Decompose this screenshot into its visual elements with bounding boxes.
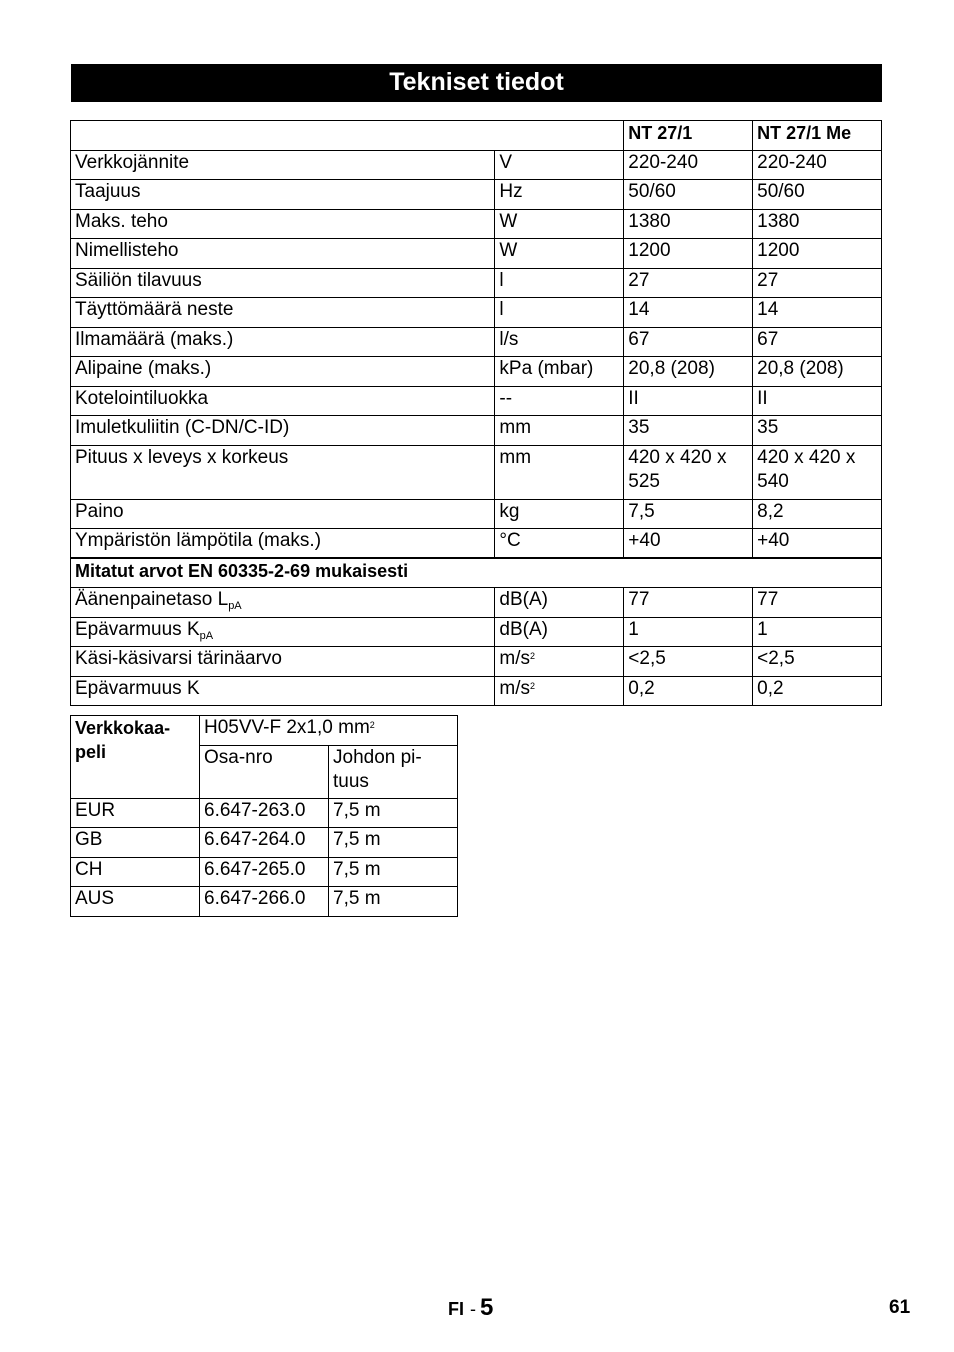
measured-value-model-2: <2,5 <box>753 647 882 677</box>
measured-value-model-2: 1 <box>753 617 882 647</box>
measured-unit <box>495 588 624 618</box>
footer-page-number: 61 <box>889 1297 911 1318</box>
spec-value-model-1: 35 <box>624 416 753 446</box>
spec-label: Pituus x leveys x korkeus <box>71 445 495 499</box>
measured-unit-superscript: 2 <box>530 651 536 661</box>
spec-value-model-1: 27 <box>624 268 753 298</box>
measured-label <box>71 588 495 618</box>
table-row <box>71 180 882 210</box>
spec-unit: l <box>495 268 624 298</box>
cable-region: GB <box>71 828 200 858</box>
spec-value-model-2: II <box>753 386 882 416</box>
measured-label-text: Epävarmuus K <box>75 618 200 640</box>
measured-unit-text: dB(A) <box>499 589 548 610</box>
table-row <box>71 209 882 239</box>
table-row <box>71 327 882 357</box>
spec-value-model-1: 1200 <box>624 239 753 269</box>
spec-unit: l/s <box>495 327 624 357</box>
spec-value-model-1: 7,5 <box>624 499 753 529</box>
spec-value-model-1: 20,8 (208) <box>624 357 753 387</box>
table-row <box>71 828 458 858</box>
spec-value-model-1: 50/60 <box>624 180 753 210</box>
measured-value-model-2: 0,2 <box>753 676 882 706</box>
spec-label: Paino <box>71 499 495 529</box>
table-row <box>71 676 882 706</box>
cable-table <box>70 715 458 917</box>
measured-value-model-1: 77 <box>624 588 753 618</box>
table-row <box>71 499 882 529</box>
footer-section-label <box>448 1294 493 1322</box>
cable-type-row <box>71 716 458 746</box>
measured-value-model-2: 77 <box>753 588 882 618</box>
spec-value-model-1: 420 x 420 x 525 <box>624 445 753 499</box>
spec-value-model-1: 1380 <box>624 209 753 239</box>
spec-unit: W <box>495 239 624 269</box>
table-row <box>71 529 882 559</box>
spec-label: Ilmamäärä (maks.) <box>71 327 495 357</box>
spec-label: Taajuus <box>71 180 495 210</box>
cable-region: AUS <box>71 887 200 917</box>
cable-type-superscript: 2 <box>369 720 375 730</box>
table-row <box>71 357 882 387</box>
footer-section-page: 5 <box>480 1294 494 1321</box>
cable-length: 7,5 m <box>329 887 458 917</box>
measured-unit-superscript: 2 <box>530 680 536 691</box>
spec-value-model-1: 67 <box>624 327 753 357</box>
spec-label: Verkkojännite <box>71 150 495 180</box>
spec-unit: mm <box>495 416 624 446</box>
footer-lang: FI <box>448 1299 464 1319</box>
table-row <box>71 298 882 328</box>
cable-length: 7,5 m <box>329 857 458 887</box>
measured-unit-text: dB(A) <box>499 618 548 640</box>
spec-label: Täyttömäärä neste <box>71 298 495 328</box>
spec-value-model-2: 50/60 <box>753 180 882 210</box>
spec-unit: W <box>495 209 624 239</box>
table-row <box>71 887 458 917</box>
cable-label: Verkkokaa-peli <box>71 716 200 799</box>
cable-part-number: 6.647-264.0 <box>200 828 329 858</box>
table-row <box>71 239 882 269</box>
table-row <box>71 798 458 828</box>
cable-type <box>200 716 458 746</box>
cable-header-length: Johdon pi-tuus <box>329 745 458 798</box>
spec-unit: kg <box>495 499 624 529</box>
table-row <box>71 268 882 298</box>
spec-value-model-2: 27 <box>753 268 882 298</box>
measured-value-model-1: 1 <box>624 617 753 647</box>
measured-label <box>71 676 495 706</box>
spec-unit: kPa (mbar) <box>495 357 624 387</box>
table-row <box>71 857 458 887</box>
cable-type-text: H05VV-F 2x1,0 mm <box>204 717 370 738</box>
measured-value-model-1: 0,2 <box>624 676 753 706</box>
cable-length: 7,5 m <box>329 798 458 828</box>
table-row <box>71 386 882 416</box>
cable-region: EUR <box>71 798 200 828</box>
spec-header-model-1: NT 27/1 <box>624 121 753 151</box>
spec-value-model-2: 220-240 <box>753 150 882 180</box>
cable-part-number: 6.647-265.0 <box>200 857 329 887</box>
spec-header-model-2: NT 27/1 Me <box>753 121 882 151</box>
table-row <box>71 150 882 180</box>
measured-unit <box>495 647 624 677</box>
table-row <box>71 617 882 647</box>
spec-unit: °C <box>495 529 624 559</box>
spec-value-model-2: 35 <box>753 416 882 446</box>
spec-label: Maks. teho <box>71 209 495 239</box>
spec-unit: V <box>495 150 624 180</box>
table-row <box>71 647 882 677</box>
spec-label: Kotelointiluokka <box>71 386 495 416</box>
spec-value-model-2: +40 <box>753 529 882 559</box>
spec-label: Säiliön tilavuus <box>71 268 495 298</box>
spec-unit: -- <box>495 386 624 416</box>
spec-value-model-2: 14 <box>753 298 882 328</box>
spec-value-model-2: 420 x 420 x 540 <box>753 445 882 499</box>
spec-value-model-1: 14 <box>624 298 753 328</box>
measured-label <box>71 647 495 677</box>
spec-value-model-2: 20,8 (208) <box>753 357 882 387</box>
cable-part-number: 6.647-263.0 <box>200 798 329 828</box>
measured-unit-text: m/s <box>499 677 531 699</box>
page-title: Tekniset tiedot <box>71 64 882 102</box>
spec-header-blank <box>71 121 624 151</box>
spec-value-model-2: 1380 <box>753 209 882 239</box>
spec-section-title: Mitatut arvot EN 60335-2-69 mukaisesti <box>71 558 882 588</box>
spec-section-row <box>71 558 882 588</box>
measured-value-model-1: <2,5 <box>624 647 753 677</box>
measured-label-text: Epävarmuus K <box>75 677 200 699</box>
spec-value-model-1: II <box>624 386 753 416</box>
measured-unit-text: m/s <box>499 648 531 669</box>
spec-value-model-1: 220-240 <box>624 150 753 180</box>
measured-unit <box>495 617 624 647</box>
measured-label <box>71 617 495 647</box>
spec-label: Ympäristön lämpötila (maks.) <box>71 529 495 559</box>
cable-length: 7,5 m <box>329 828 458 858</box>
spec-label: Alipaine (maks.) <box>71 357 495 387</box>
measured-label-subscript: pA <box>199 629 214 642</box>
spec-value-model-2: 8,2 <box>753 499 882 529</box>
table-row <box>71 588 882 618</box>
spec-label: Nimellisteho <box>71 239 495 269</box>
measured-unit <box>495 676 624 706</box>
spec-header-row <box>71 121 882 151</box>
spec-unit: l <box>495 298 624 328</box>
table-row <box>71 445 882 499</box>
spec-unit: mm <box>495 445 624 499</box>
cable-region: CH <box>71 857 200 887</box>
cable-header-part: Osa-nro <box>200 745 329 798</box>
measured-label-text: Äänenpainetaso L <box>75 589 229 610</box>
footer-dash: - <box>470 1299 476 1319</box>
spec-value-model-1: +40 <box>624 529 753 559</box>
spec-value-model-2: 1200 <box>753 239 882 269</box>
spec-table <box>70 120 882 706</box>
table-row <box>71 416 882 446</box>
measured-label-subscript: pA <box>228 600 242 612</box>
measured-label-text: Käsi-käsivarsi tärinäarvo <box>75 648 282 669</box>
spec-unit: Hz <box>495 180 624 210</box>
spec-label: Imuletkuliitin (C-DN/C-ID) <box>71 416 495 446</box>
spec-value-model-2: 67 <box>753 327 882 357</box>
cable-part-number: 6.647-266.0 <box>200 887 329 917</box>
